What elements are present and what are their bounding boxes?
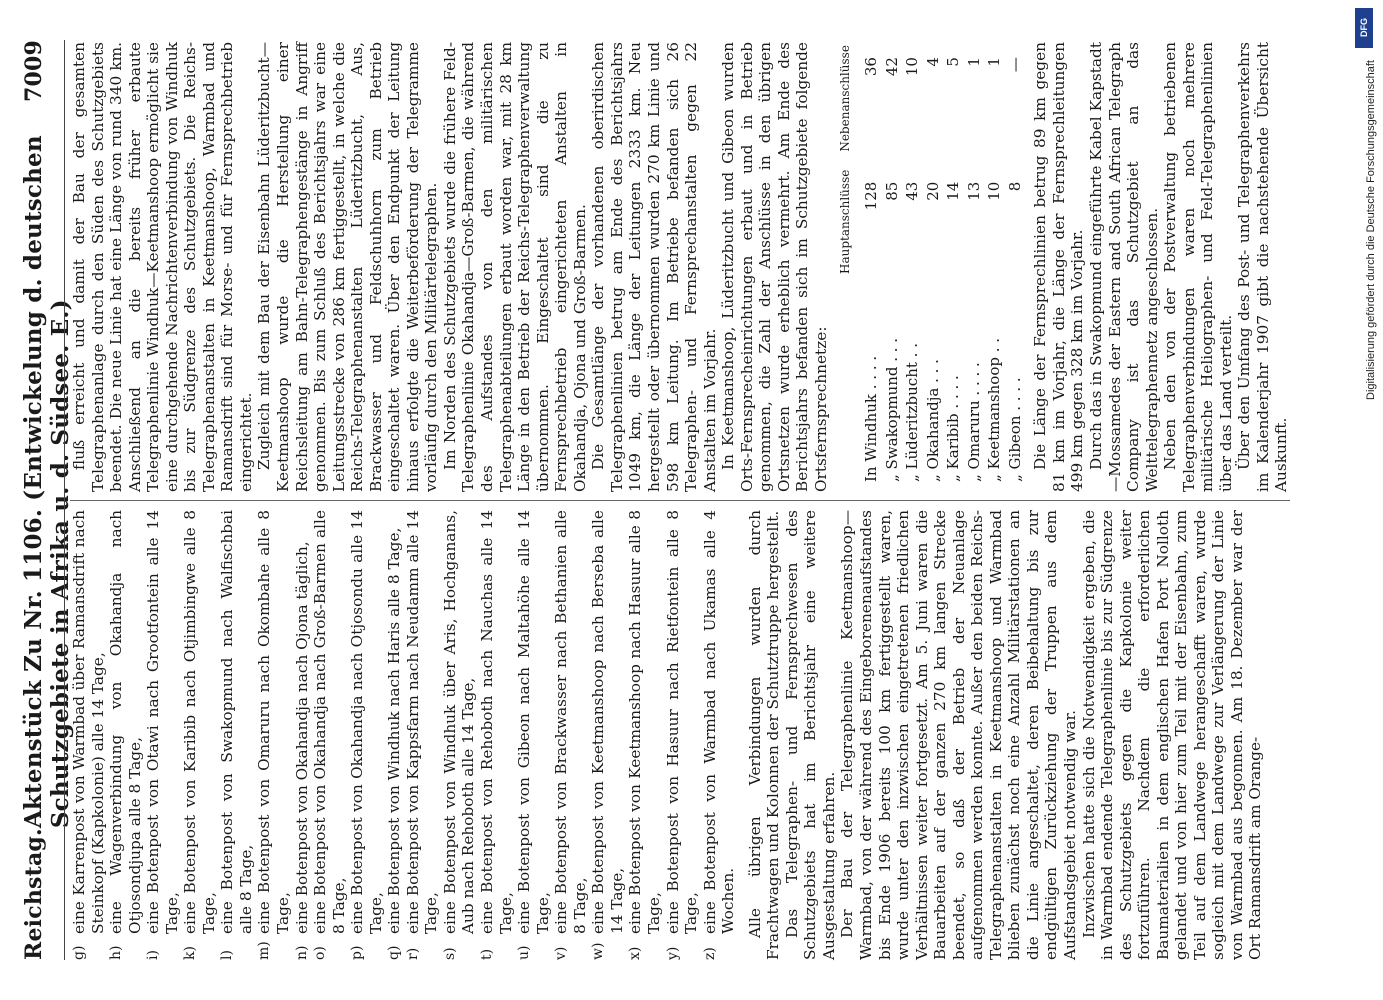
sub-count: 42 [882, 57, 901, 77]
table-row [861, 45, 882, 482]
paragraph: Der Bau der Telegraphenlinie Keetmanshoop—Warmbad, von der während des Eingeborenenaufstandes bis Ende 1906 bereits 100 km fertiggestellt waren, wurde unter den inzwischen eingetretenen friedlichen Verhältnissen weiter fortgesetzt. Am 5. Juni waren die Bauarbeiten auf der ganzen 270 km langen Strecke beendet, so daß der Betrieb der Neuanlage aufgenommen werden konnte. Außer den beiden Reichs-Telegraphenanstalten in Keetmanshoop und Warmbad blieben zunächst noch eine Anzahl Militärstationen an die Linie angeschaltet, deren Beibehaltung bis zur endgültigen Zurückziehung der Truppen aus dem Aufstandsgebiet notwendig war. [838, 510, 1079, 960]
list-item-label: l) [219, 950, 236, 960]
table-row [902, 45, 923, 482]
right-paragraphs-before [70, 42, 830, 492]
paragraph: Neben den von der Postverwaltung betriebenen Telegraphenverbindungen waren noch mehrere militärische Heliographen- und Feld-Telegraphenlinien über das Land verteilt. [1161, 42, 1235, 492]
logo-text: DFG [1359, 18, 1369, 38]
list-item [515, 510, 552, 960]
list-item-text: eine Botenpost von Okahandja nach Groß-Barmen alle 8 Tage, [311, 510, 348, 934]
list-item [385, 510, 404, 960]
list-item-label: h) [108, 945, 125, 960]
list-item [107, 510, 144, 960]
station-name: „ Keetmanshoop . . [985, 337, 1004, 482]
list-item-label: s) [441, 947, 458, 960]
station-name: „ Gibeon . . . . [1005, 377, 1024, 482]
list-item-label: z) [701, 947, 718, 960]
list-item-text: eine Botenpost von Karibib nach Otjimbingwe alle 8 Tage, [181, 510, 218, 934]
list-item-text: eine Botenpost von Windhuk nach Haris alle 8 Tage, [385, 527, 404, 934]
paragraph: Alle übrigen Verbindungen wurden durch Frachtwagen und Kolonnen der Schutztruppe hergestellt. [745, 510, 783, 960]
main-count: 43 [903, 181, 922, 201]
list-item-text: eine Botenpost von Omaruru nach Okombahe alle 8 Tage, [255, 510, 293, 934]
paragraph: Im Norden des Schutzgebiets wurde die frühere Feld-Telegraphenlinie Okahandja—Groß-Barmen, die während des Aufstandes von den militärischen Telegraphenabteilungen erbaut worden war, mit 28 km Länge in den Betrieb der Reichs-Telegraphenverwaltung übernommen. Eingeschaltet sind die zu Fernsprechbetrieb eingerichteten Anstalten in Okahandja, Ojona und Groß-Barmen. [440, 42, 589, 492]
paragraph: Über den Umfang des Post- und Telegraphenverkehrs im Kalenderjahr 1907 gibt die nachstehende Übersicht Auskunft. [1235, 42, 1291, 492]
list-item-label: r) [404, 947, 421, 960]
list-item-text: eine Botenpost von Okahandja nach Ojona täglich, [292, 541, 311, 934]
table-row [882, 45, 903, 482]
main-count: 10 [985, 181, 1004, 201]
paragraph: Zugleich mit dem Bau der Eisenbahn Lüderitzbucht—Keetmanshoop wurde die Herstellung einer Reichsleitung am Bahn-Telegraphengestänge in Angriff genommen. Bis zum Schluß des Berichtsjahrs war eine Leitungsstrecke von 286 km fertiggestellt, in welche die Reichs-Telegraphenanstalten Lüderitzbucht, Aus, Brackwasser und Feldschuhhorn zum Betrieb eingeschaltet waren. Über den Endpunkt der Leitung hinaus erfolgte die Weiterbeförderung der Telegramme vorläufig durch den Militärtelegraphen. [255, 42, 441, 492]
page-number: 7009 [21, 40, 47, 103]
list-item-text: eine Botenpost von Windhuk über Aris, Hochganans, Aub nach Rehoboth alle 14 Tage, [440, 510, 478, 934]
list-item-text: eine Botenpost von Otawi nach Grootfontein alle 14 Tage, [144, 510, 181, 934]
list-item-label: k) [182, 946, 199, 960]
sub-count: 1 [985, 57, 1004, 67]
list-item-label: n) [293, 945, 310, 960]
table-header-sub: Nebenanschlüsse [838, 45, 853, 152]
paragraph: Durch das in Swakopmund eingeführte Kabel Kapstadt—Mossamedes der Eastern and South African Telegraph Company ist das Schutzgebiet an das Welttelegraphennetz angeschlossen. [1086, 42, 1161, 492]
list-item-text: eine Botenpost von Warmbad nach Ukamas alle 4 Wochen. [700, 510, 738, 934]
header-left: Reichstag. [21, 828, 47, 960]
list-item-label: v) [553, 946, 570, 960]
list-item [589, 510, 626, 960]
station-name: „ Omaruru . . . . [964, 362, 983, 482]
list-item-text: eine Botenpost von Hasuur nach Rietfontein alle 8 Tage, [663, 510, 701, 934]
header-rule [64, 40, 65, 960]
sub-count: 4 [923, 57, 942, 67]
list-item [478, 510, 515, 960]
paragraph: Das Telegraphen- und Fernsprechwesen des Schutzgebiets hat im Berichtsjahr eine weitere Ausgestaltung erfahren. [782, 510, 838, 960]
right-paragraphs-after [1031, 42, 1291, 492]
paragraph: fluß erreicht und damit der Bau der gesamten Telegraphenanlage durch den Süden des Schutzgebiets beendet. Die neue Linie hat eine Länge von rund 340 km. Anschließend an die bereits früher erbaute Telegraphenlinie Windhuk—Keetmanshoop ermöglicht sie eine durchgehende Nachrichtenverbindung von Windhuk bis zur Südgrenze des Schutzgebiets. Die Reichs-Telegraphenanstalten in Keetmanshoop, Warmbad und Ramansdrift sind für Morse- und für Fernsprechbetrieb eingerichtet. [70, 42, 255, 492]
list-item-text: eine Botenpost von Keetmanshoop nach Berseba alle 14 Tage, [589, 510, 626, 934]
list-item-label: q) [386, 945, 403, 960]
station-name: „ Karibib . . . . [944, 375, 963, 482]
list-item-text: eine Karrenpost von Warmbad über Ramansdrift nach Steinkopf (Kapkolonie) alle 14 Tage, [70, 510, 107, 934]
list-item-label: o) [312, 946, 329, 960]
sub-count: — [1005, 57, 1024, 73]
left-paragraphs [746, 510, 1265, 960]
list-item-label: i) [145, 950, 162, 960]
list-item-text: eine Botenpost von Gibeon nach Maltahöhe alle 14 Tage, [515, 510, 552, 934]
table-row [1005, 45, 1026, 482]
list-item [181, 510, 218, 960]
list-item [293, 510, 312, 960]
list-item [552, 510, 589, 960]
list-item-label: m) [256, 941, 273, 960]
list-item-text: eine Botenpost von Swakopmund nach Walfischbai alle 8 Tage, [218, 510, 255, 934]
station-name: In Windhuk . . . . [861, 355, 880, 482]
table-body [861, 45, 1025, 482]
main-count: 13 [964, 181, 983, 201]
table-header-main: Hauptanschlüsse [838, 169, 853, 274]
table-row [984, 45, 1005, 482]
table-row [964, 45, 985, 482]
sub-count: 36 [861, 57, 880, 77]
sub-count: 1 [964, 57, 983, 67]
list-item [348, 510, 385, 960]
paragraph: Die Länge der Fernsprechlinien betrug 89 km gegen 81 km im Vorjahr, die Länge der Fernsprechleitungen 499 km gegen 328 km im Vorjahr. [1031, 42, 1087, 492]
paragraph: In Keetmanshoop, Lüderitzbucht und Gibeon wurden Orts-Fernsprecheinrichtungen erbaut und in Betrieb genommen, die Zahl der Anschlüsse in den übrigen Ortsnetzen wurde erheblich vermehrt. Am Ende des Berichtsjahrs befanden sich im Schutzgebiete folgende Ortsfernsprechnetze: [719, 42, 830, 492]
list-item [311, 510, 348, 960]
list-item [701, 510, 738, 960]
main-count: 14 [944, 181, 963, 201]
list-item [441, 510, 478, 960]
phone-network-table [836, 45, 1025, 482]
list-item-text: eine Botenpost von Rehoboth nach Nauchas alle 14 Tage, [478, 510, 515, 934]
list-item [626, 510, 663, 960]
right-column [70, 42, 1291, 492]
main-count: 8 [1005, 181, 1024, 192]
sub-count: 10 [903, 57, 922, 77]
column-divider [70, 500, 1290, 501]
station-name: „ Okahandja . . . [923, 359, 942, 482]
list-item-text: eine Botenpost von Keetmanshoop nach Hasuur alle 8 Tage, [626, 510, 663, 934]
list-item-label: x) [627, 946, 644, 960]
list-item [70, 510, 107, 960]
table-row [943, 45, 964, 482]
list-item [255, 510, 292, 960]
page-header [20, 40, 74, 960]
left-column [70, 510, 1265, 960]
table-row [923, 45, 944, 482]
sub-count: 5 [944, 57, 963, 67]
list-item [404, 510, 441, 960]
list-item-text: eine Botenpost von Brackwasser nach Bethanien alle 8 Tage, [552, 510, 589, 934]
list-item-label: t) [479, 948, 496, 960]
main-count: 85 [882, 181, 901, 201]
list-item-label: u) [516, 945, 533, 960]
main-count: 20 [923, 181, 942, 201]
list-item-label: g) [71, 945, 87, 960]
list-item-text: eine Wagenverbindung von Okahandja nach Otjosondjupa alle 8 Tage, [107, 510, 144, 934]
header-title: Aktenstück Zu Nr. 1106. (Entwickelung d. deutschen Schutzgebiete in Afrika u. d. Südsee. E.) [20, 135, 74, 829]
list-item-label: w) [590, 942, 607, 960]
list-item-label: y) [664, 946, 681, 960]
paragraph: Die Gesamtlänge der vorhandenen oberirdischen Telegraphenlinien betrug am Ende des Berichtsjahrs 1049 km, die Länge der Leitungen 2333 km. Neu hergestellt oder übernommen wurden 270 km Linie und 598 km Leitung. Im Betriebe befanden sich 26 Telegraphen- und Fernsprechanstalten gegen 22 Anstalten im Vorjahr. [589, 42, 719, 492]
list-item-text: eine Botenpost von Okahandja nach Otjosondu alle 14 Tage, [348, 510, 385, 934]
station-name: „ Lüderitzbucht . . [903, 343, 922, 482]
list-item-label: p) [349, 945, 366, 960]
main-count: 128 [861, 181, 880, 211]
list-item [664, 510, 701, 960]
list-item-text: eine Botenpost von Kappsfarm nach Neudamm alle 14 Tage, [403, 510, 441, 934]
digitization-notice: Digitalisierung gefördert durch die Deutsche Forschungsgemeinschaft [1365, 60, 1377, 400]
list-item [218, 510, 255, 960]
item-list [70, 510, 738, 960]
paragraph: Inzwischen hatte sich die Notwendigkeit ergeben, die in Warmbad endende Telegraphenlinie bis zur Südgrenze des Schutzgebiets gegen die Kapkolonie weiter fortzuführen. Nachdem die erforderlichen Baumaterialien in dem englischen Hafen Port Nolloth gelandet und von hier zum Teil mit der Eisenbahn, zum Teil auf dem Landwege herangeschafft waren, wurde sogleich mit dem Landwege zur Verlängerung der Linie von Warmbad aus begonnen. Am 18. Dezember war der Ort Ramansdrift am Orange- [1079, 510, 1265, 960]
table-spacer-header [836, 292, 861, 482]
list-item [144, 510, 181, 960]
station-name: „ Swakopmund . . . [882, 337, 901, 482]
